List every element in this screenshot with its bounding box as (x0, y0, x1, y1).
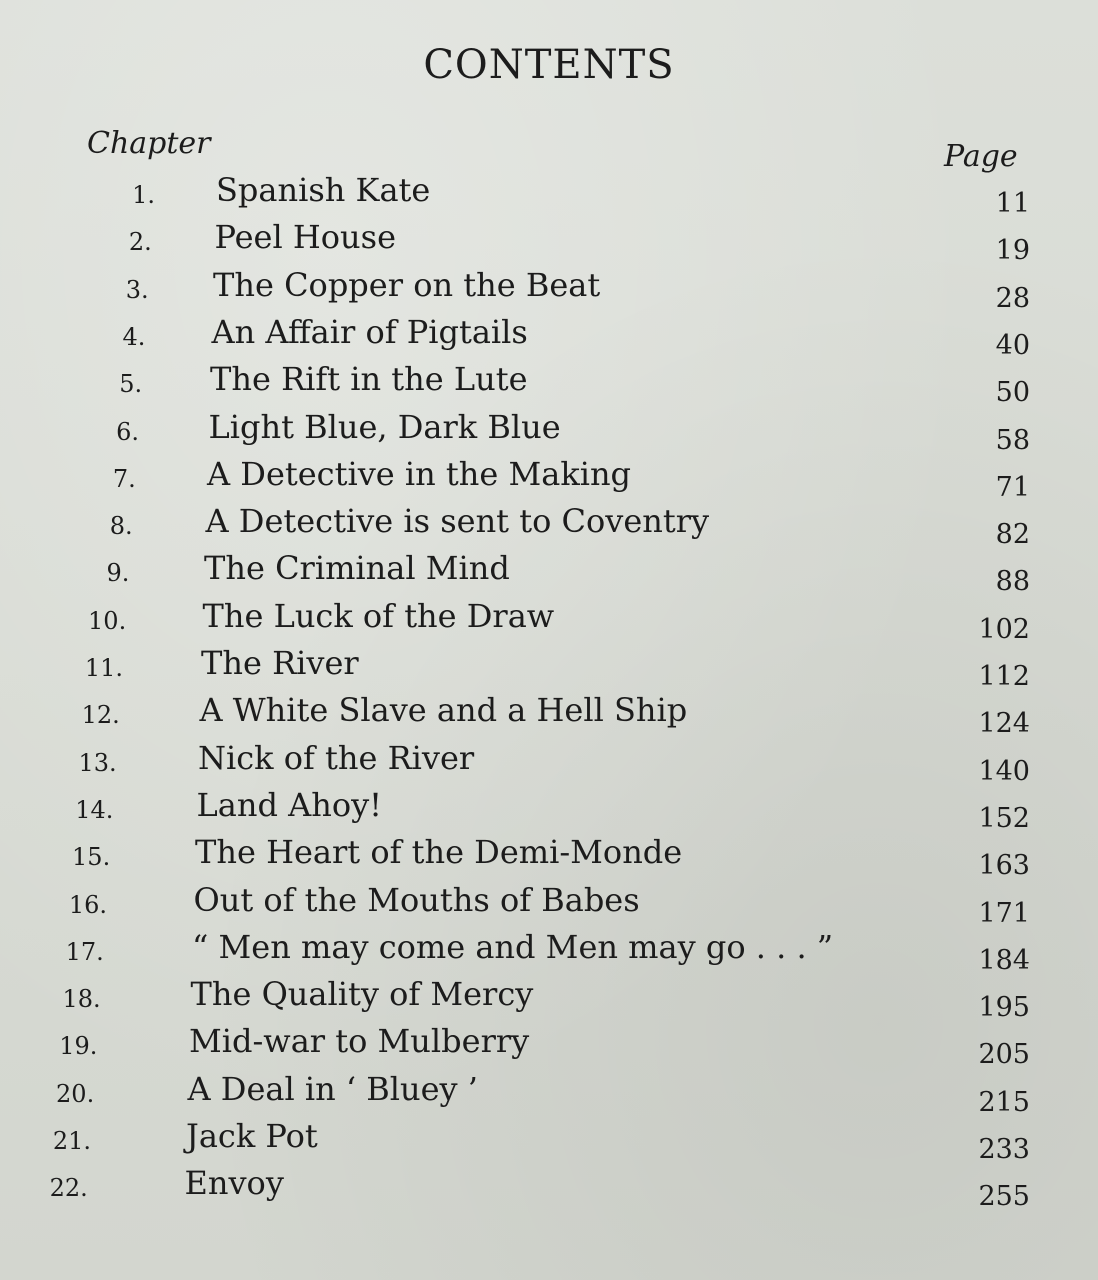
page-title: CONTENTS (423, 42, 675, 88)
toc-entry (0, 359, 1098, 407)
page-column-header: Page (944, 139, 1018, 174)
chapter-title: A Detective is sent to Coventry (205, 502, 710, 541)
chapter-number: 10. (88, 606, 127, 635)
chapter-number: 8. (109, 512, 133, 541)
chapter-column-header: Chapter (87, 126, 211, 161)
page-number: 233 (978, 1134, 1030, 1165)
chapter-number: 21. (52, 1127, 91, 1155)
page-number: 82 (995, 519, 1030, 551)
toc-entry (0, 454, 1098, 502)
page-number: 171 (978, 897, 1030, 929)
chapter-number: 15. (72, 843, 111, 872)
chapter-number: 12. (81, 701, 120, 730)
chapter-title: The Rift in the Lute (210, 360, 528, 399)
toc-entry (0, 217, 1098, 265)
chapter-title: The Criminal Mind (204, 549, 510, 588)
chapter-title: Land Ahoy! (196, 785, 383, 824)
toc-entry (0, 832, 1098, 880)
toc-entry (0, 170, 1098, 218)
page-number: 28 (995, 282, 1030, 314)
toc-entry (0, 1069, 1098, 1117)
chapter-number: 1. (132, 181, 155, 209)
chapter-number: 2. (128, 228, 152, 257)
toc-entry (0, 1021, 1098, 1069)
chapter-number: 11. (84, 654, 123, 682)
toc-entry (0, 548, 1098, 596)
page-number: 40 (995, 329, 1030, 361)
toc-entry (0, 690, 1098, 738)
page-number: 102 (978, 613, 1030, 645)
chapter-number: 19. (59, 1032, 98, 1061)
toc-entry (0, 927, 1098, 975)
toc-entry (0, 880, 1098, 928)
chapter-number: 13. (78, 748, 117, 777)
chapter-number: 20. (56, 1079, 95, 1108)
chapter-title: Out of the Mouths of Babes (193, 880, 640, 919)
page-number: 184 (978, 944, 1030, 976)
chapter-title: A Deal in ‘ Bluey ’ (187, 1069, 478, 1108)
chapter-number: 16. (68, 890, 107, 919)
page-number: 88 (995, 566, 1030, 598)
chapter-number: 4. (122, 322, 146, 351)
page-number: 124 (978, 708, 1030, 740)
page-number: 205 (978, 1039, 1030, 1071)
chapter-title: Nick of the River (198, 738, 475, 777)
toc-entry (0, 1116, 1098, 1164)
chapter-title: The River (201, 644, 359, 682)
toc-entry (0, 974, 1098, 1022)
toc-entry (0, 265, 1098, 313)
chapter-title: A White Slave and a Hell Ship (199, 691, 688, 730)
page-number: 71 (995, 471, 1030, 503)
chapter-title: The Luck of the Draw (202, 596, 555, 635)
toc-entry (0, 596, 1098, 644)
chapter-title: The Heart of the Demi-Monde (195, 833, 683, 872)
chapter-number: 14. (75, 795, 114, 824)
chapter-title: An Affair of Pigtails (211, 312, 528, 351)
chapter-number: 22. (49, 1174, 88, 1203)
page-number: 140 (978, 755, 1030, 787)
chapter-title: The Quality of Mercy (190, 975, 534, 1014)
chapter-title: The Copper on the Beat (213, 265, 601, 304)
toc-entry (0, 738, 1098, 786)
page-number: 11 (995, 188, 1030, 219)
page-number: 195 (978, 992, 1030, 1024)
chapter-number: 6. (116, 417, 139, 446)
chapter-title: Envoy (184, 1164, 284, 1203)
chapter-title: Peel House (214, 218, 397, 257)
chapter-number: 18. (62, 985, 101, 1014)
page-number: 50 (995, 377, 1030, 409)
chapter-number: 7. (112, 464, 136, 493)
chapter-title: Jack Pot (186, 1117, 318, 1155)
chapter-title: Mid-war to Mulberry (189, 1022, 530, 1061)
chapter-title: “ Men may come and Men may go . . . ” (192, 927, 834, 966)
page-number: 152 (978, 802, 1030, 834)
page-number: 112 (978, 661, 1030, 692)
toc-entry (0, 643, 1098, 691)
chapter-number: 17. (65, 937, 104, 966)
toc-entry (0, 312, 1098, 360)
chapter-title: Spanish Kate (216, 171, 431, 209)
chapter-number: 9. (106, 559, 130, 588)
page-number: 163 (978, 850, 1030, 882)
page-number: 255 (978, 1181, 1030, 1213)
toc-entry (0, 407, 1098, 455)
chapter-number: 5. (119, 370, 143, 399)
page-number: 58 (995, 424, 1030, 456)
chapter-title: Light Blue, Dark Blue (208, 407, 561, 446)
toc-entry (0, 501, 1098, 549)
chapter-title: A Detective in the Making (207, 454, 632, 493)
chapter-number: 3. (125, 275, 149, 304)
page-number: 215 (978, 1086, 1030, 1118)
toc-entry (0, 1163, 1098, 1211)
toc-entry (0, 785, 1098, 833)
page-number: 19 (995, 235, 1030, 267)
